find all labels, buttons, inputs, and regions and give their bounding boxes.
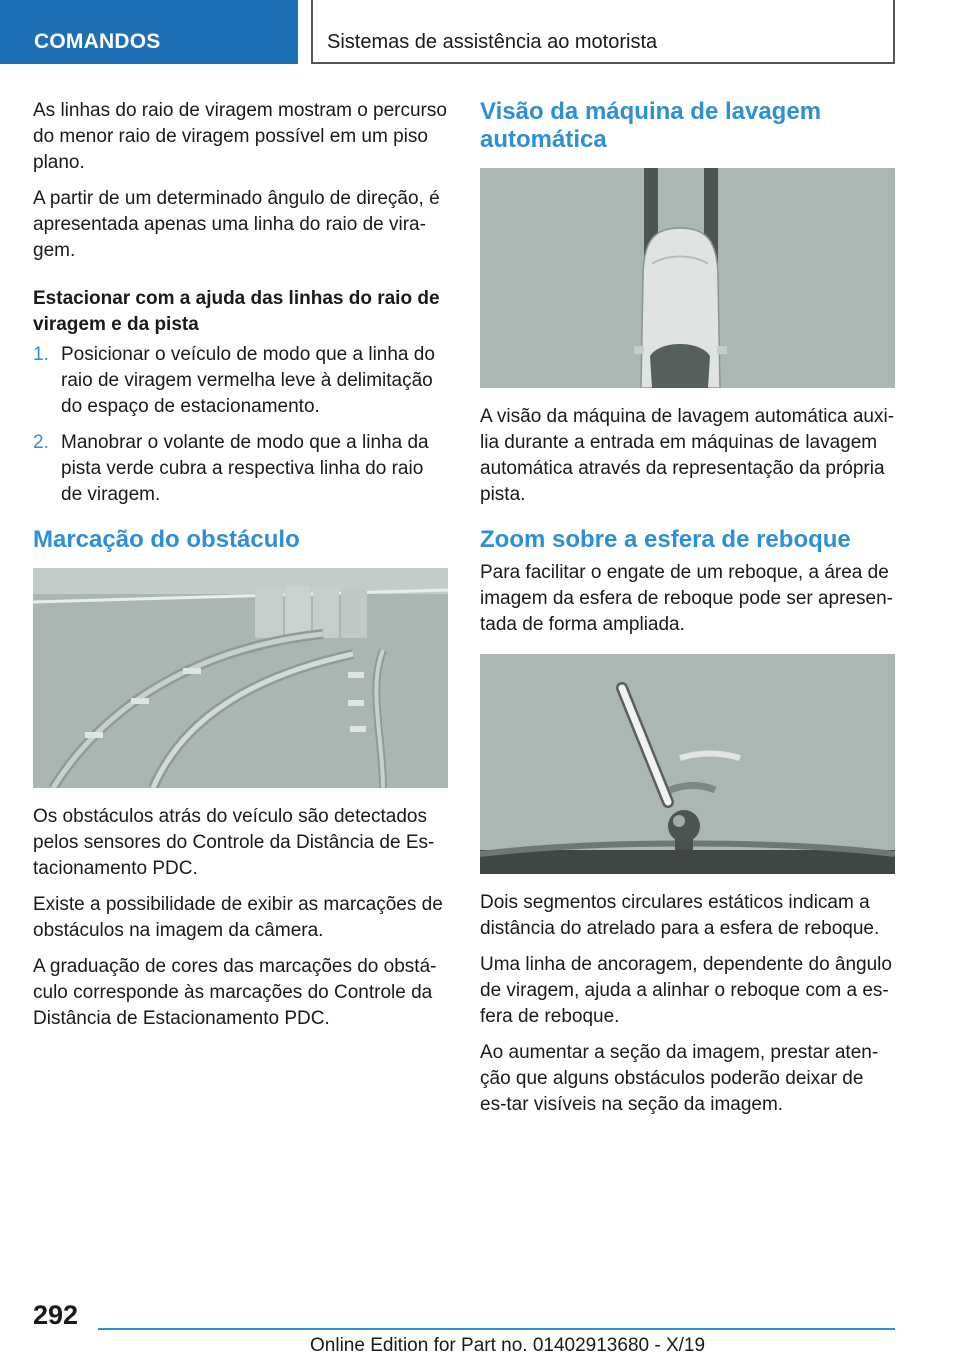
step-number: 2.	[33, 432, 49, 453]
step-text: Posicionar o veículo de modo que a linha do raio de viragem vermelha leve à delimitação do espaço de estacionamento.	[61, 344, 435, 417]
carwash-view-illustration	[480, 168, 895, 388]
paragraph: Uma linha de ancoragem, dependente do ângulo de viragem, ajuda a alinhar o reboque com a es-fera de reboque.	[480, 954, 892, 1027]
paragraph: Existe a possibilidade de exibir as marcações de obstáculos na imagem da câmera.	[33, 894, 443, 941]
subheading-parking: Estacionar com a ajuda das linhas do raio de viragem e da pista	[33, 288, 440, 335]
footer-edition: Online Edition for Part no. 01402913680 - X/19	[310, 1335, 706, 1356]
list-item	[33, 430, 448, 508]
chapter-title: Sistemas de assistência ao motorista	[311, 0, 895, 64]
step-number: 1.	[33, 344, 49, 365]
steps-list	[33, 342, 448, 508]
heading-tow-ball-zoom: Zoom sobre a esfera de reboque	[480, 526, 851, 553]
heading-obstacle-marking: Marcação do obstáculo	[33, 526, 300, 553]
heading-carwash-view: Visão da máquina de lavagem automática	[480, 98, 822, 153]
paragraph: A visão da máquina de lavagem automática auxi-lia durante a entrada em máquinas de lavagem automática através da representação da própria pista.	[480, 406, 895, 505]
page-number: 292	[33, 1300, 79, 1330]
paragraph: A partir de um determinado ângulo de direção, é apresentada apenas uma linha do raio de vira-gem.	[33, 188, 440, 261]
step-text: Manobrar o volante de modo que a linha da pista verde cubra a respectiva linha do raio de viragem.	[61, 432, 429, 505]
paragraph: Os obstáculos atrás do veículo são detectados pelos sensores do Controle da Distância de Es-tacionamento PDC.	[33, 806, 435, 879]
paragraph: Para facilitar o engate de um reboque, a área de imagem da esfera de reboque pode ser apresen-tada de forma ampliada.	[480, 562, 893, 635]
tow-ball-zoom-illustration	[480, 654, 895, 874]
paragraph: Ao aumentar a seção da imagem, prestar aten-ção que alguns obstáculos poderão deixar de es-tar visíveis na seção da imagem.	[480, 1042, 879, 1115]
section-tab: COMANDOS	[0, 0, 298, 64]
list-item	[33, 342, 448, 420]
paragraph: As linhas do raio de viragem mostram o percurso do menor raio de viragem possível em um piso plano.	[33, 100, 447, 173]
paragraph: A graduação de cores das marcações do obstá-culo corresponde às marcações do Controle da Distância de Estacionamento PDC.	[33, 956, 437, 1029]
left-column	[33, 98, 448, 1042]
obstacle-marking-illustration	[33, 568, 448, 788]
footer-divider	[98, 1328, 895, 1330]
paragraph: Dois segmentos circulares estáticos indicam a distância do atrelado para a esfera de reboque.	[480, 892, 880, 939]
right-column	[480, 98, 895, 1128]
